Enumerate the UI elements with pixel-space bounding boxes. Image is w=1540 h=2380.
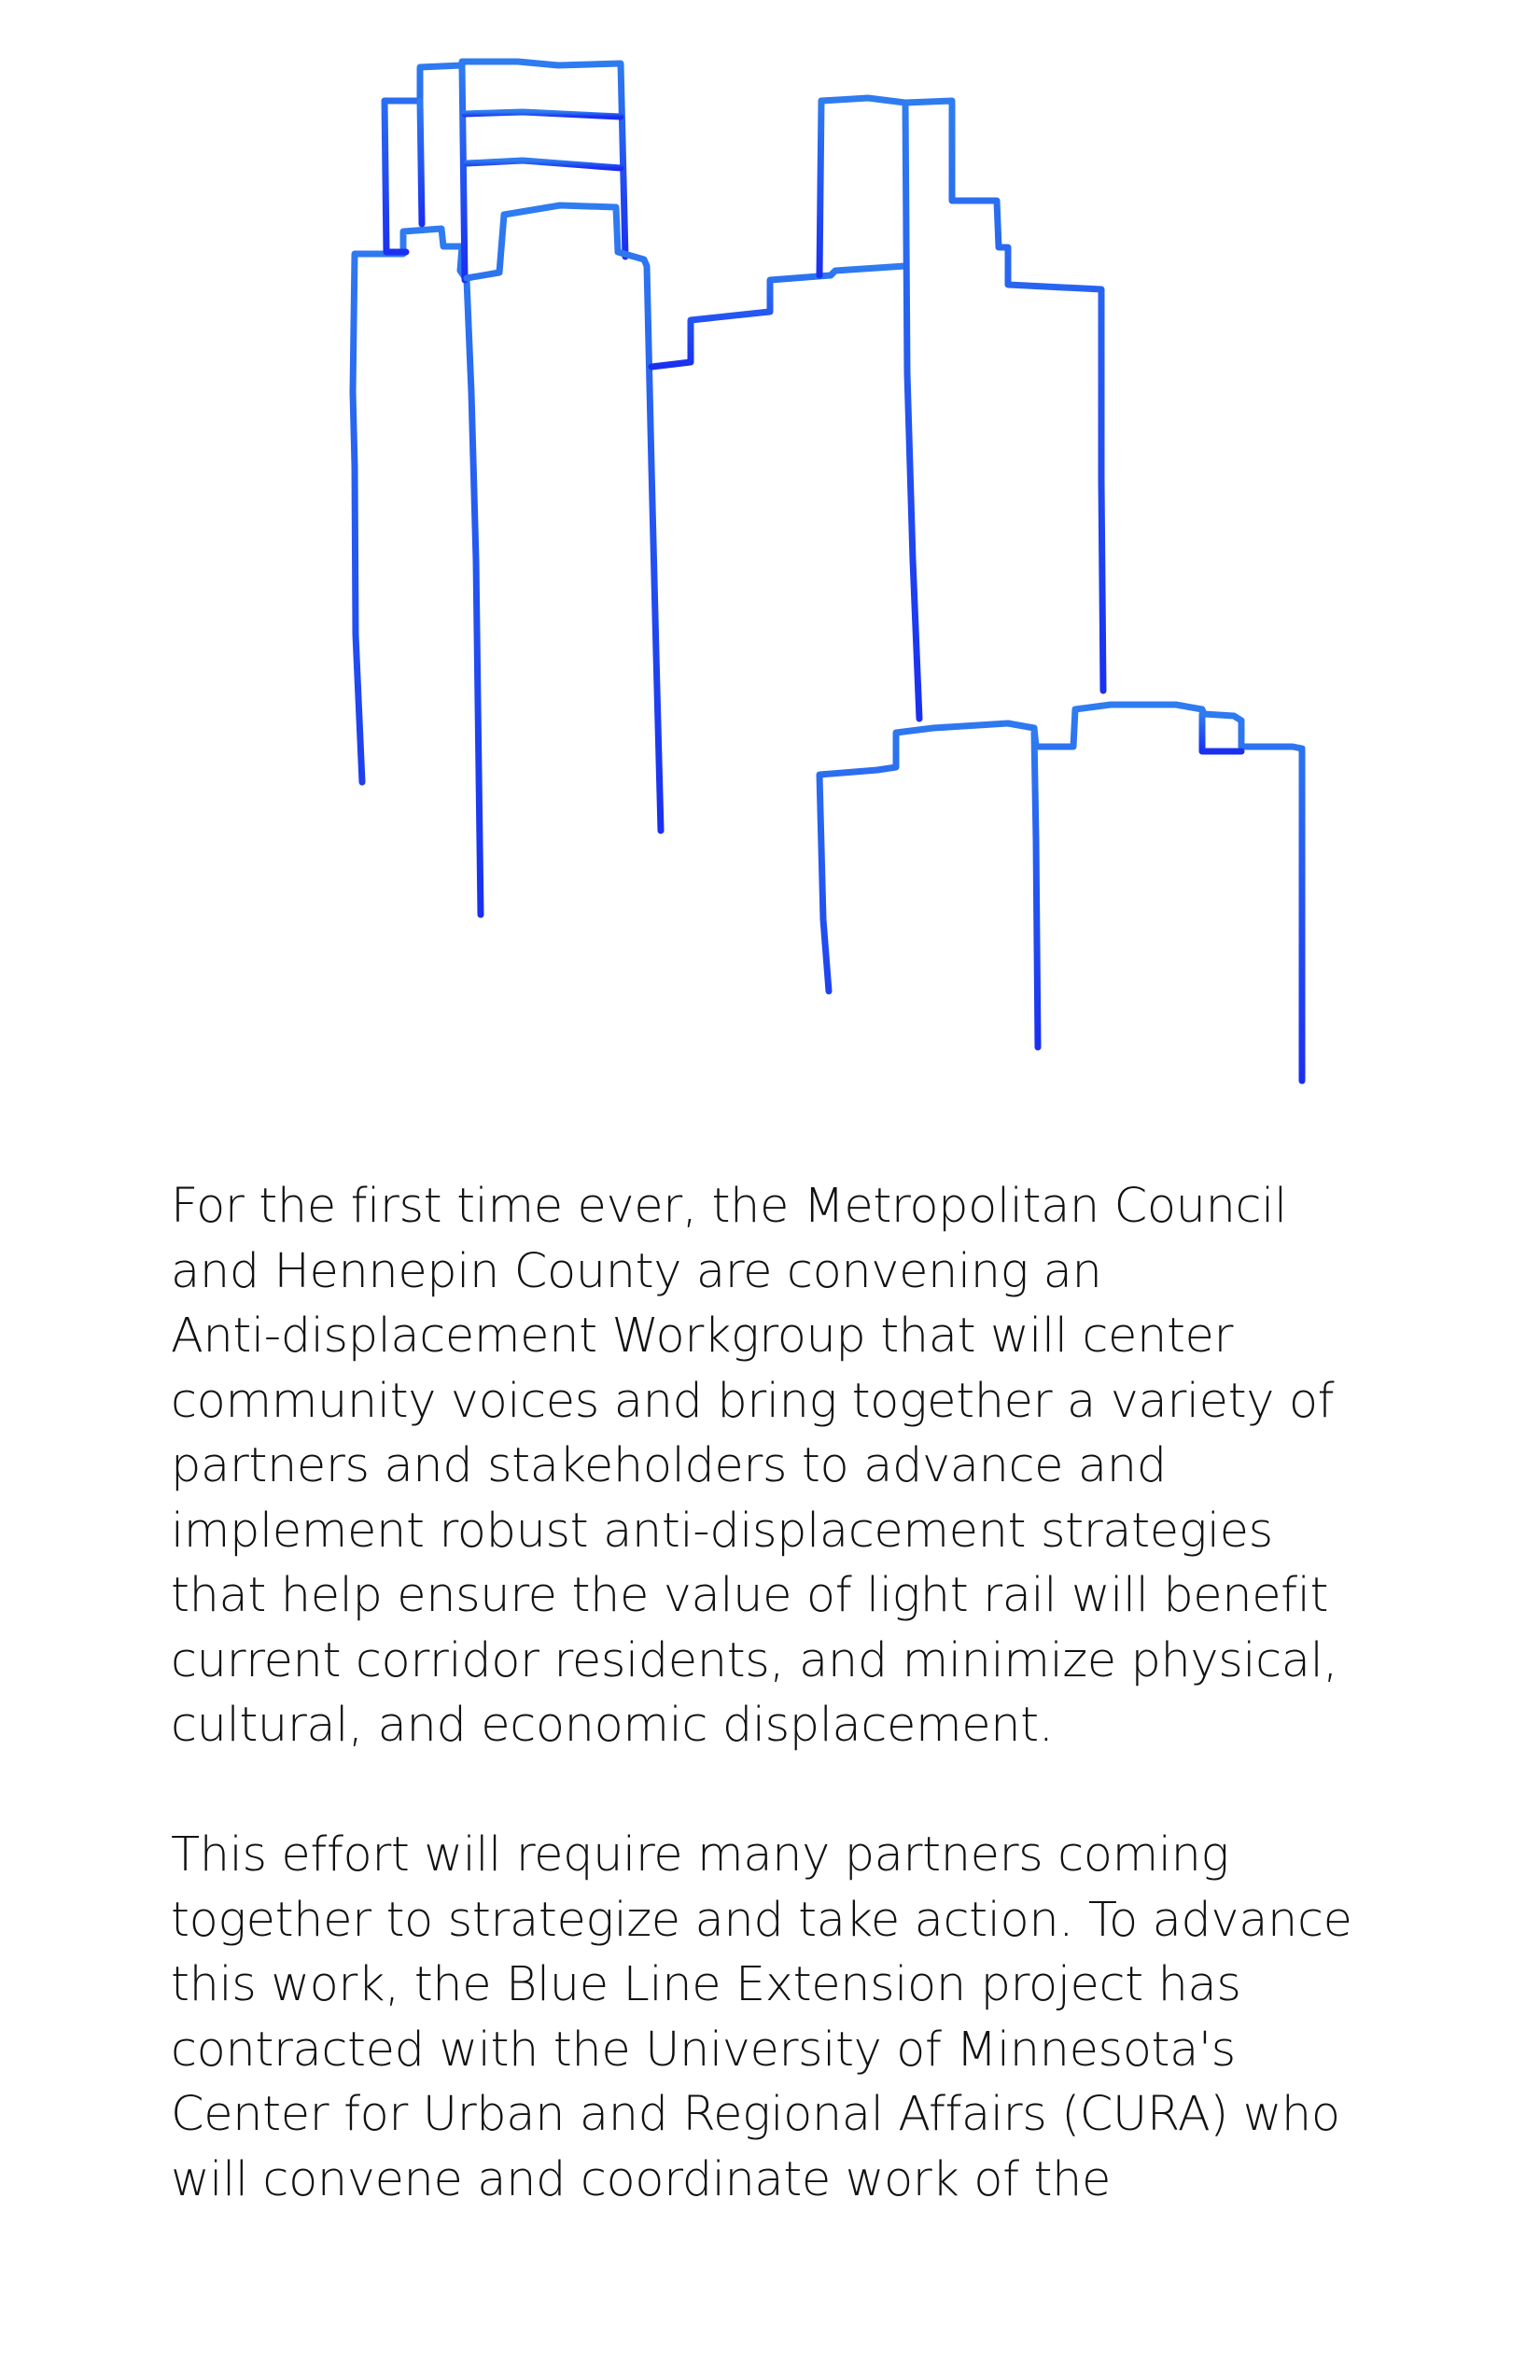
text-line: this work, the Blue Line Extension project has bbox=[171, 1957, 1241, 2012]
text-line: For the first time ever, the Metropolitan Council bbox=[171, 1179, 1287, 1234]
text-line: Anti-displacement Workgroup that will center bbox=[171, 1309, 1234, 1364]
text-line: that help ensure the value of light rail will benefit bbox=[171, 1568, 1329, 1623]
paragraph-spacer bbox=[171, 1758, 1421, 1824]
text-line: current corridor residents, and minimize physical, bbox=[171, 1632, 1338, 1688]
text-line: implement robust anti-displacement strategies bbox=[171, 1503, 1273, 1559]
body-text bbox=[171, 1174, 1421, 2212]
left-tower-crown-divider-2 bbox=[462, 65, 465, 280]
right-tower-center-edge bbox=[905, 103, 919, 719]
lower-block-divider bbox=[1034, 733, 1038, 1047]
text-line: contracted with the University of Minnesota's bbox=[171, 2022, 1236, 2078]
text-line: will convene and coordinate work of the bbox=[171, 2151, 1111, 2207]
text-line: cultural, and economic displacement. bbox=[171, 1698, 1054, 1753]
left-tower-band-2 bbox=[467, 161, 621, 168]
text-line: partners and stakeholders to advance and bbox=[171, 1438, 1167, 1493]
lower-block-outline bbox=[819, 705, 1302, 1081]
right-tower-left-edge bbox=[819, 101, 821, 275]
center-tower-outline bbox=[467, 205, 661, 831]
left-tower-band-1 bbox=[465, 112, 621, 117]
text-line: community voices and bring together a variety of bbox=[171, 1373, 1335, 1429]
text-line: This effort will require many partners coming bbox=[171, 1827, 1229, 1883]
mid-steps bbox=[651, 266, 905, 367]
paragraph-cura-partnership bbox=[171, 1823, 1421, 2212]
left-tower-outline bbox=[353, 229, 481, 915]
text-line: Center for Urban and Regional Affairs (CURA) who bbox=[171, 2087, 1340, 2142]
skyline-illustration bbox=[0, 0, 1540, 1120]
paragraph-anti-displacement-workgroup bbox=[171, 1174, 1421, 1758]
city-skyline-drawing-icon bbox=[0, 0, 1540, 1120]
left-tower-crown-divider bbox=[420, 101, 422, 224]
text-line: together to strategize and take action. To advance bbox=[171, 1892, 1352, 1948]
text-line: and Hennepin County are convening an bbox=[171, 1243, 1102, 1299]
right-tower-outline bbox=[821, 98, 1103, 691]
